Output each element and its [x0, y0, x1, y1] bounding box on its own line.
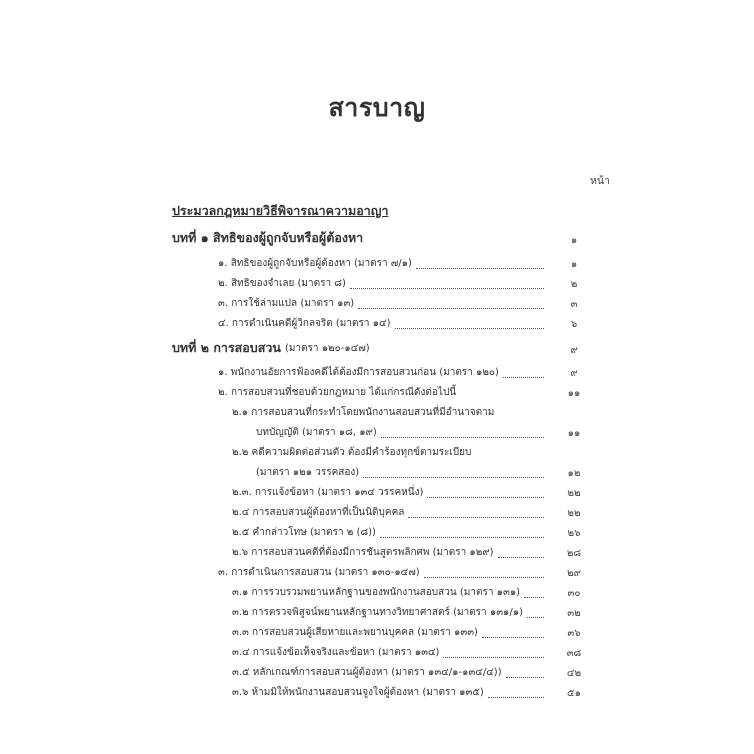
entry-page: ๓ — [570, 299, 578, 310]
leader-dots — [443, 647, 544, 658]
entry-page: ๑๒ — [567, 468, 581, 479]
entry-page: ๑๑ — [567, 388, 581, 399]
entry-text: ๒.๑ การสอบสวนที่กระทำโดยพนักงานสอบสวนที่มีอำนาจตาม — [232, 406, 495, 418]
chapter-label: บทที่ ๑ สิทธิของผู้ถูกจับหรือผู้ต้องหา — [172, 230, 364, 245]
entry-page: ๙ — [570, 368, 578, 379]
toc-entry[interactable] — [232, 543, 548, 561]
leader-dots — [424, 567, 544, 578]
entry-text: ๒. การสอบสวนที่ชอบด้วยกฎหมาย ได้แก่กรณีดังต่อไปนี้ — [218, 386, 457, 398]
entry-page: ๔๒ — [566, 668, 582, 679]
entry-text: ๓.๒ การตรวจพิสูจน์พยานหลักฐานทางวิทยาศาสตร์ (มาตรา ๑๓๑/๑) — [232, 606, 524, 618]
leader-dots — [416, 258, 544, 269]
leader-dots — [350, 278, 544, 289]
toc-entry[interactable] — [232, 503, 548, 521]
entry-page: ๕๑ — [567, 688, 581, 699]
toc-entry[interactable] — [218, 274, 548, 292]
entry-text: บทบัญญัติ (มาตรา ๑๘, ๑๙) — [256, 426, 377, 438]
chapter-2-heading[interactable] — [172, 339, 552, 357]
entry-page: ๒๙ — [567, 568, 581, 579]
toc-entry[interactable] — [232, 623, 548, 641]
entry-text: ๒.๒ คดีความผิดต่อส่วนตัว ต้องมีคำร้องทุกข์ตามระเบียบ — [232, 446, 472, 458]
leader-dots — [427, 487, 544, 498]
entry-page: ๖ — [570, 319, 578, 330]
leader-dots — [358, 298, 544, 309]
page-column-label: หน้า — [590, 175, 610, 187]
entry-text: ๓. การดำเนินการสอบสวน (มาตรา ๑๓๐-๑๔๗) — [218, 566, 420, 578]
toc-entry[interactable] — [232, 643, 548, 661]
entry-page: ๒๖ — [567, 528, 581, 539]
entry-text: ๓.๖ ห้ามมิให้พนักงานสอบสวนจูงใจผู้ต้องหา (มาตรา ๑๓๕) — [232, 686, 484, 698]
toc-entry[interactable] — [218, 383, 548, 401]
entry-text: ๒.๖ การสอบสวนคดีที่ต้องมีการชันสูตรพลิกศพ (มาตรา ๑๒๙) — [232, 546, 494, 558]
toc-entry[interactable] — [256, 463, 548, 481]
toc-entry[interactable] — [232, 483, 548, 501]
toc-entry[interactable] — [232, 603, 548, 621]
leader-dots — [506, 667, 544, 678]
leader-dots — [482, 627, 544, 638]
entry-text: ๒.๔ การสอบสวนผู้ต้องหาที่เป็นนิติบุคคล — [232, 506, 405, 518]
leader-dots — [381, 427, 544, 438]
chapter-1-page: ๑ — [570, 235, 578, 246]
entry-page: ๓๐ — [567, 588, 581, 599]
toc-entry[interactable] — [218, 563, 548, 581]
leader-dots — [524, 587, 544, 598]
leader-dots — [503, 367, 544, 378]
entry-text: ๑. สิทธิของผู้ถูกจับหรือผู้ต้องหา (มาตรา ๗/๑) — [218, 257, 412, 269]
section-heading: ประมวลกฎหมายวิธีพิจารณาความอาญา — [172, 203, 389, 218]
leader-dots — [363, 467, 544, 478]
chapter-label: บทที่ ๒ การสอบสวน — [172, 340, 281, 355]
entry-page: ๑๑ — [567, 428, 581, 439]
toc-entry[interactable] — [232, 523, 548, 541]
leader-dots — [498, 547, 544, 558]
entry-text: ๒.๕ คำกล่าวโทษ (มาตรา ๒ (๘)) — [232, 526, 376, 538]
toc-entry[interactable] — [218, 254, 548, 272]
leader-dots — [408, 507, 544, 518]
entry-text: ๒. สิทธิของจำเลย (มาตรา ๘) — [218, 277, 346, 289]
toc-entry[interactable] — [218, 294, 548, 312]
chapter-2-page: ๙ — [570, 345, 578, 356]
entry-page: ๒๒ — [567, 508, 581, 519]
entry-page: ๓๘ — [566, 648, 582, 659]
leader-dots — [488, 687, 544, 698]
entry-text: ๓.๕ หลักเกณฑ์การสอบสวนผู้ต้องหา (มาตรา ๑๓๔/๑-๑๓๔/๔)) — [232, 666, 502, 678]
entry-page: ๓๒ — [567, 608, 581, 619]
entry-text: ๓. การใช้ล่ามแปล (มาตรา ๑๓) — [218, 297, 355, 309]
entry-text: ๓.๑ การรวบรวมพยานหลักฐานของพนักงานสอบสวน (มาตรา ๑๓๑) — [232, 586, 521, 598]
entry-text: (มาตรา ๑๒๑ วรรคสอง) — [256, 466, 360, 478]
chapter-sections: (มาตรา ๑๒๐-๑๔๗) — [284, 342, 370, 354]
toc-entry[interactable] — [218, 314, 548, 332]
toc-title: สารบาญ — [328, 93, 426, 122]
toc-entry[interactable] — [232, 683, 548, 701]
toc-entry[interactable] — [218, 363, 548, 381]
chapter-1-heading[interactable] — [172, 229, 552, 247]
entry-page: ๒ — [570, 279, 578, 290]
entry-page: ๓๖ — [567, 628, 581, 639]
leader-dots — [395, 318, 545, 329]
entry-page: ๒๘ — [566, 548, 582, 559]
toc-entry[interactable] — [232, 663, 548, 681]
entry-text: ๔. การดำเนินคดีผู้วิกลจริต (มาตรา ๑๔) — [218, 317, 391, 329]
leader-dots — [380, 527, 544, 538]
entry-page: ๑ — [570, 259, 578, 270]
entry-text: ๑. พนักงานอัยการฟ้องคดีได้ต้องมีการสอบสวนก่อน (มาตรา ๑๒๐) — [218, 366, 499, 378]
entry-page: ๒๒ — [567, 488, 581, 499]
toc-entry[interactable] — [232, 403, 548, 421]
toc-entry[interactable] — [256, 423, 548, 441]
toc-entry[interactable] — [232, 443, 548, 461]
entry-text: ๓.๔ การแจ้งข้อเท็จจริงและข้อหา (มาตรา ๑๓๔) — [232, 646, 440, 658]
entry-text: ๒.๓. การแจ้งข้อหา (มาตรา ๑๓๔ วรรคหนึ่ง) — [232, 486, 424, 498]
leader-dots — [527, 607, 544, 618]
entry-text: ๓.๓ การสอบสวนผู้เสียหายและพยานบุคคล (มาตรา ๑๓๓) — [232, 626, 478, 638]
toc-entry[interactable] — [232, 583, 548, 601]
